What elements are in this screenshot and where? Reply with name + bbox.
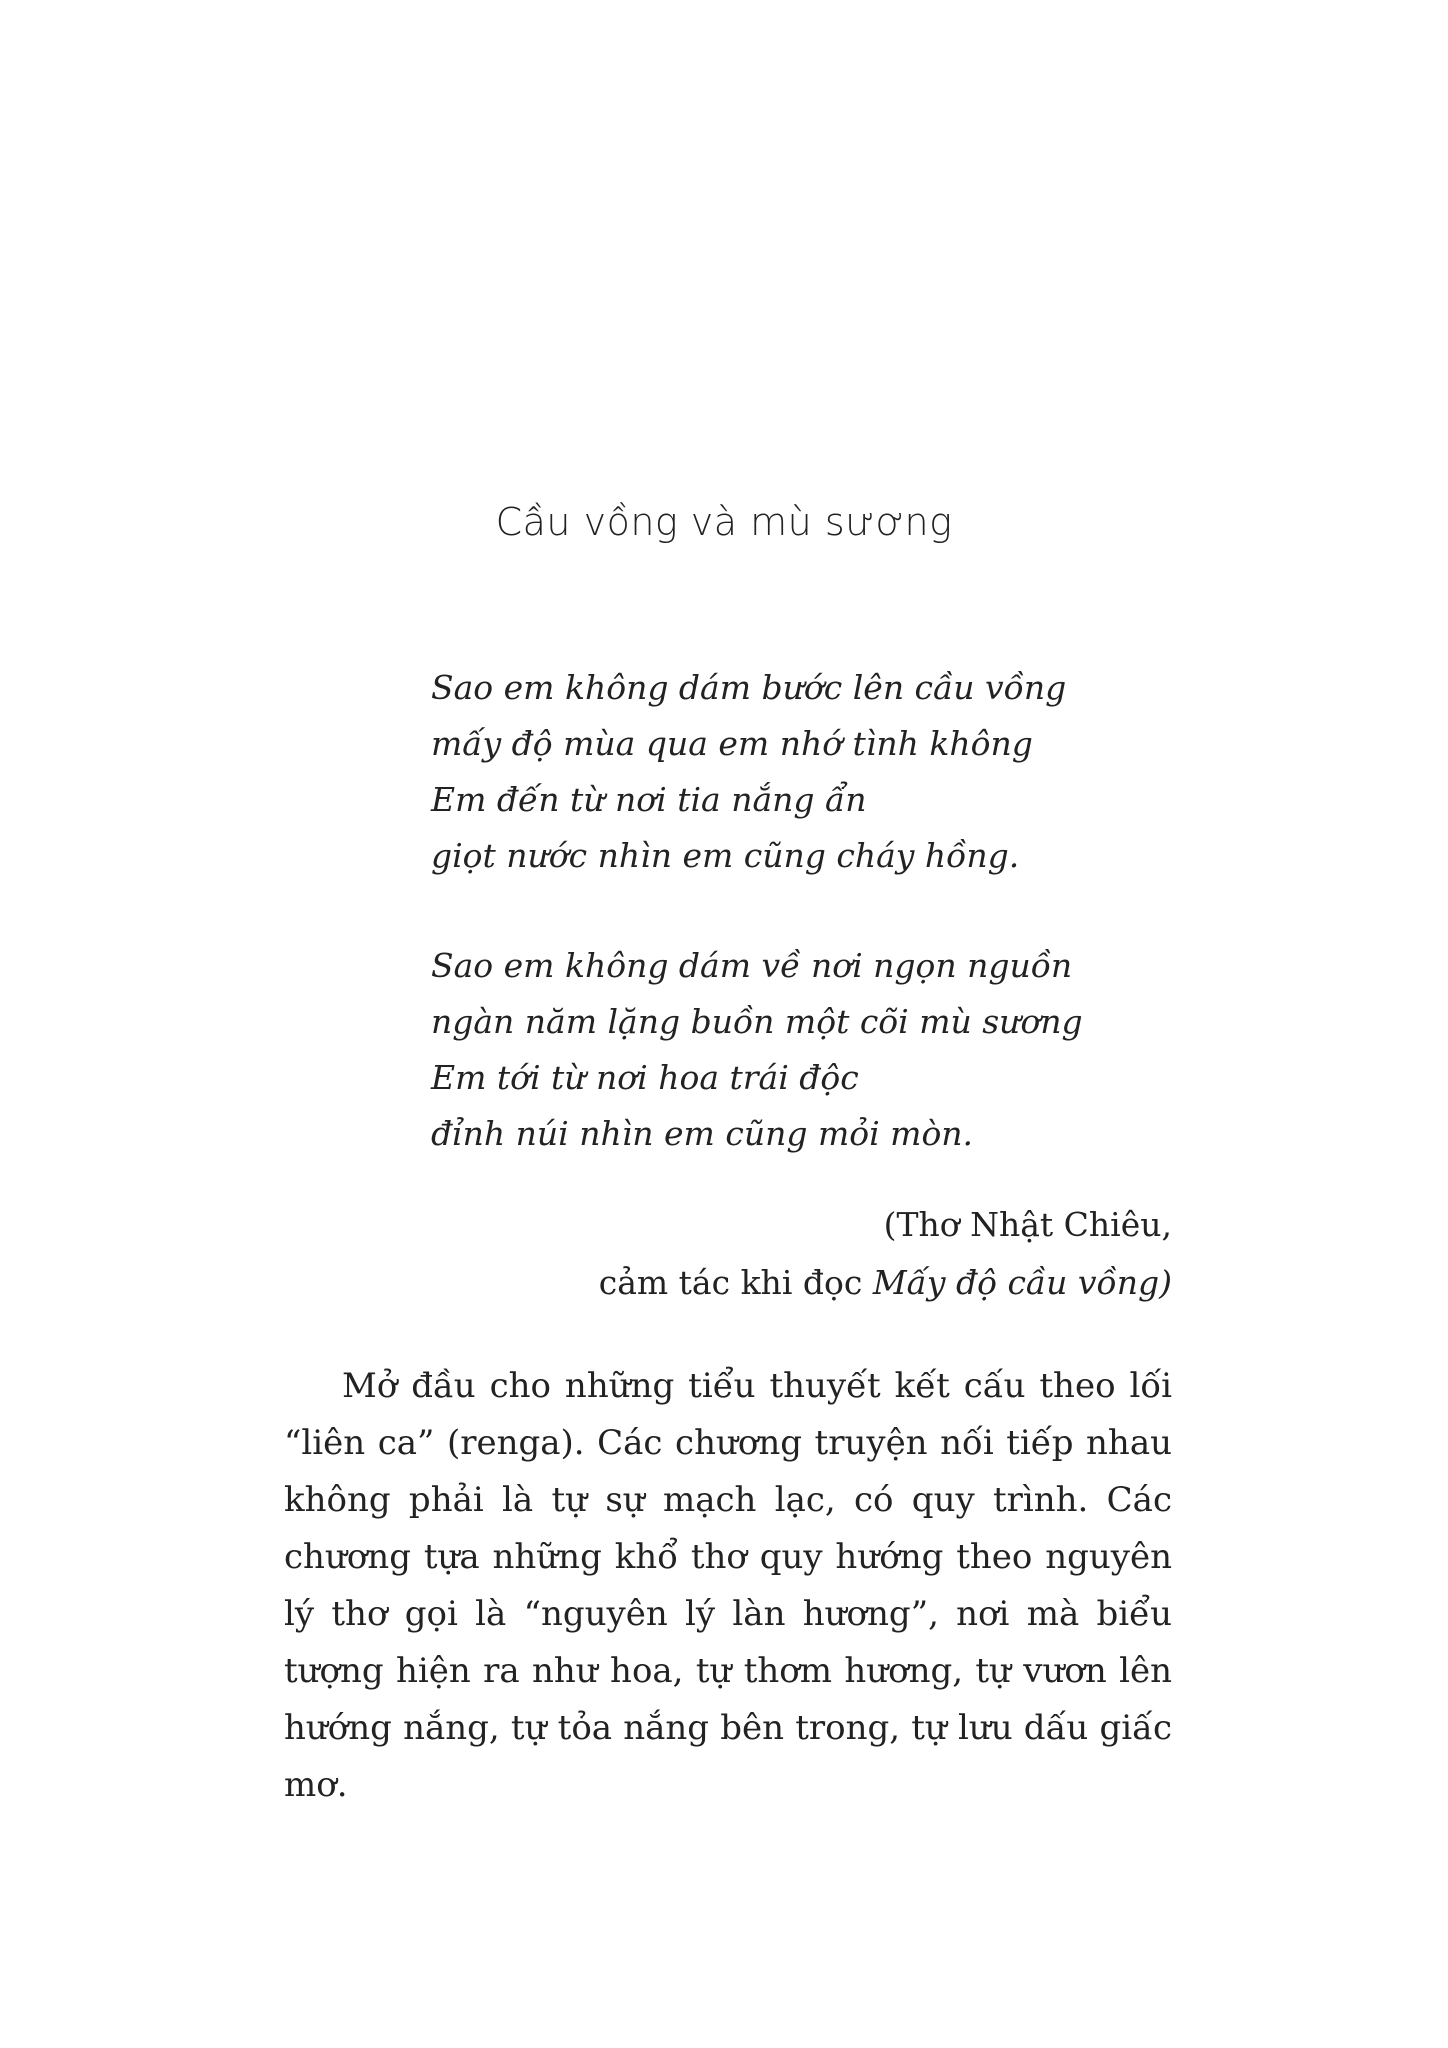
poem-line: Em đến từ nơi tia nắng ẩn [431, 780, 867, 819]
poem-line: Sao em không dám bước lên cầu vồng [431, 668, 1067, 707]
attribution-note [472, 1254, 1172, 1312]
poem-line: Sao em không dám về nơi ngọn nguồn [431, 946, 1073, 985]
poem-stanza-2 [431, 938, 1191, 1162]
poem-line: Em tới từ nơi hoa trái độc [431, 1058, 859, 1097]
poem-line: mấy độ mùa qua em nhớ tình không [431, 724, 1033, 763]
poem-attribution [472, 1196, 1172, 1312]
poem-line: giọt nước nhìn em cũng cháy hồng. [431, 836, 1020, 875]
body-paragraph: Mở đầu cho những tiểu thuyết kết cấu theo lối “liên ca” (renga). Các chương truyện nối tiếp nhau không phải là tự sự mạch lạc, có quy trình. Các chương tựa những khổ thơ quy hướng theo nguyên lý thơ gọi là “nguyên lý làn hương”, nơi mà biểu tượng hiện ra như hoa, tự thơm hương, tự vươn lên hướng nắng, tự tỏa nắng bên trong, tự lưu dấu giấc mơ. [284, 1366, 1172, 1805]
chapter-title: Cầu vồng và mù sương [495, 500, 953, 544]
attribution-author: (Thơ Nhật Chiêu, [883, 1205, 1172, 1244]
attribution-note-text: cảm tác khi đọc [598, 1263, 873, 1302]
poem-line: đỉnh núi nhìn em cũng mỏi mòn. [431, 1114, 974, 1153]
poem-line: ngàn năm lặng buồn một cõi mù sương [431, 1002, 1083, 1041]
poem [431, 660, 1191, 1216]
attribution-book-title: Mấy độ cầu vồng) [872, 1263, 1172, 1302]
poem-stanza-1 [431, 660, 1191, 884]
